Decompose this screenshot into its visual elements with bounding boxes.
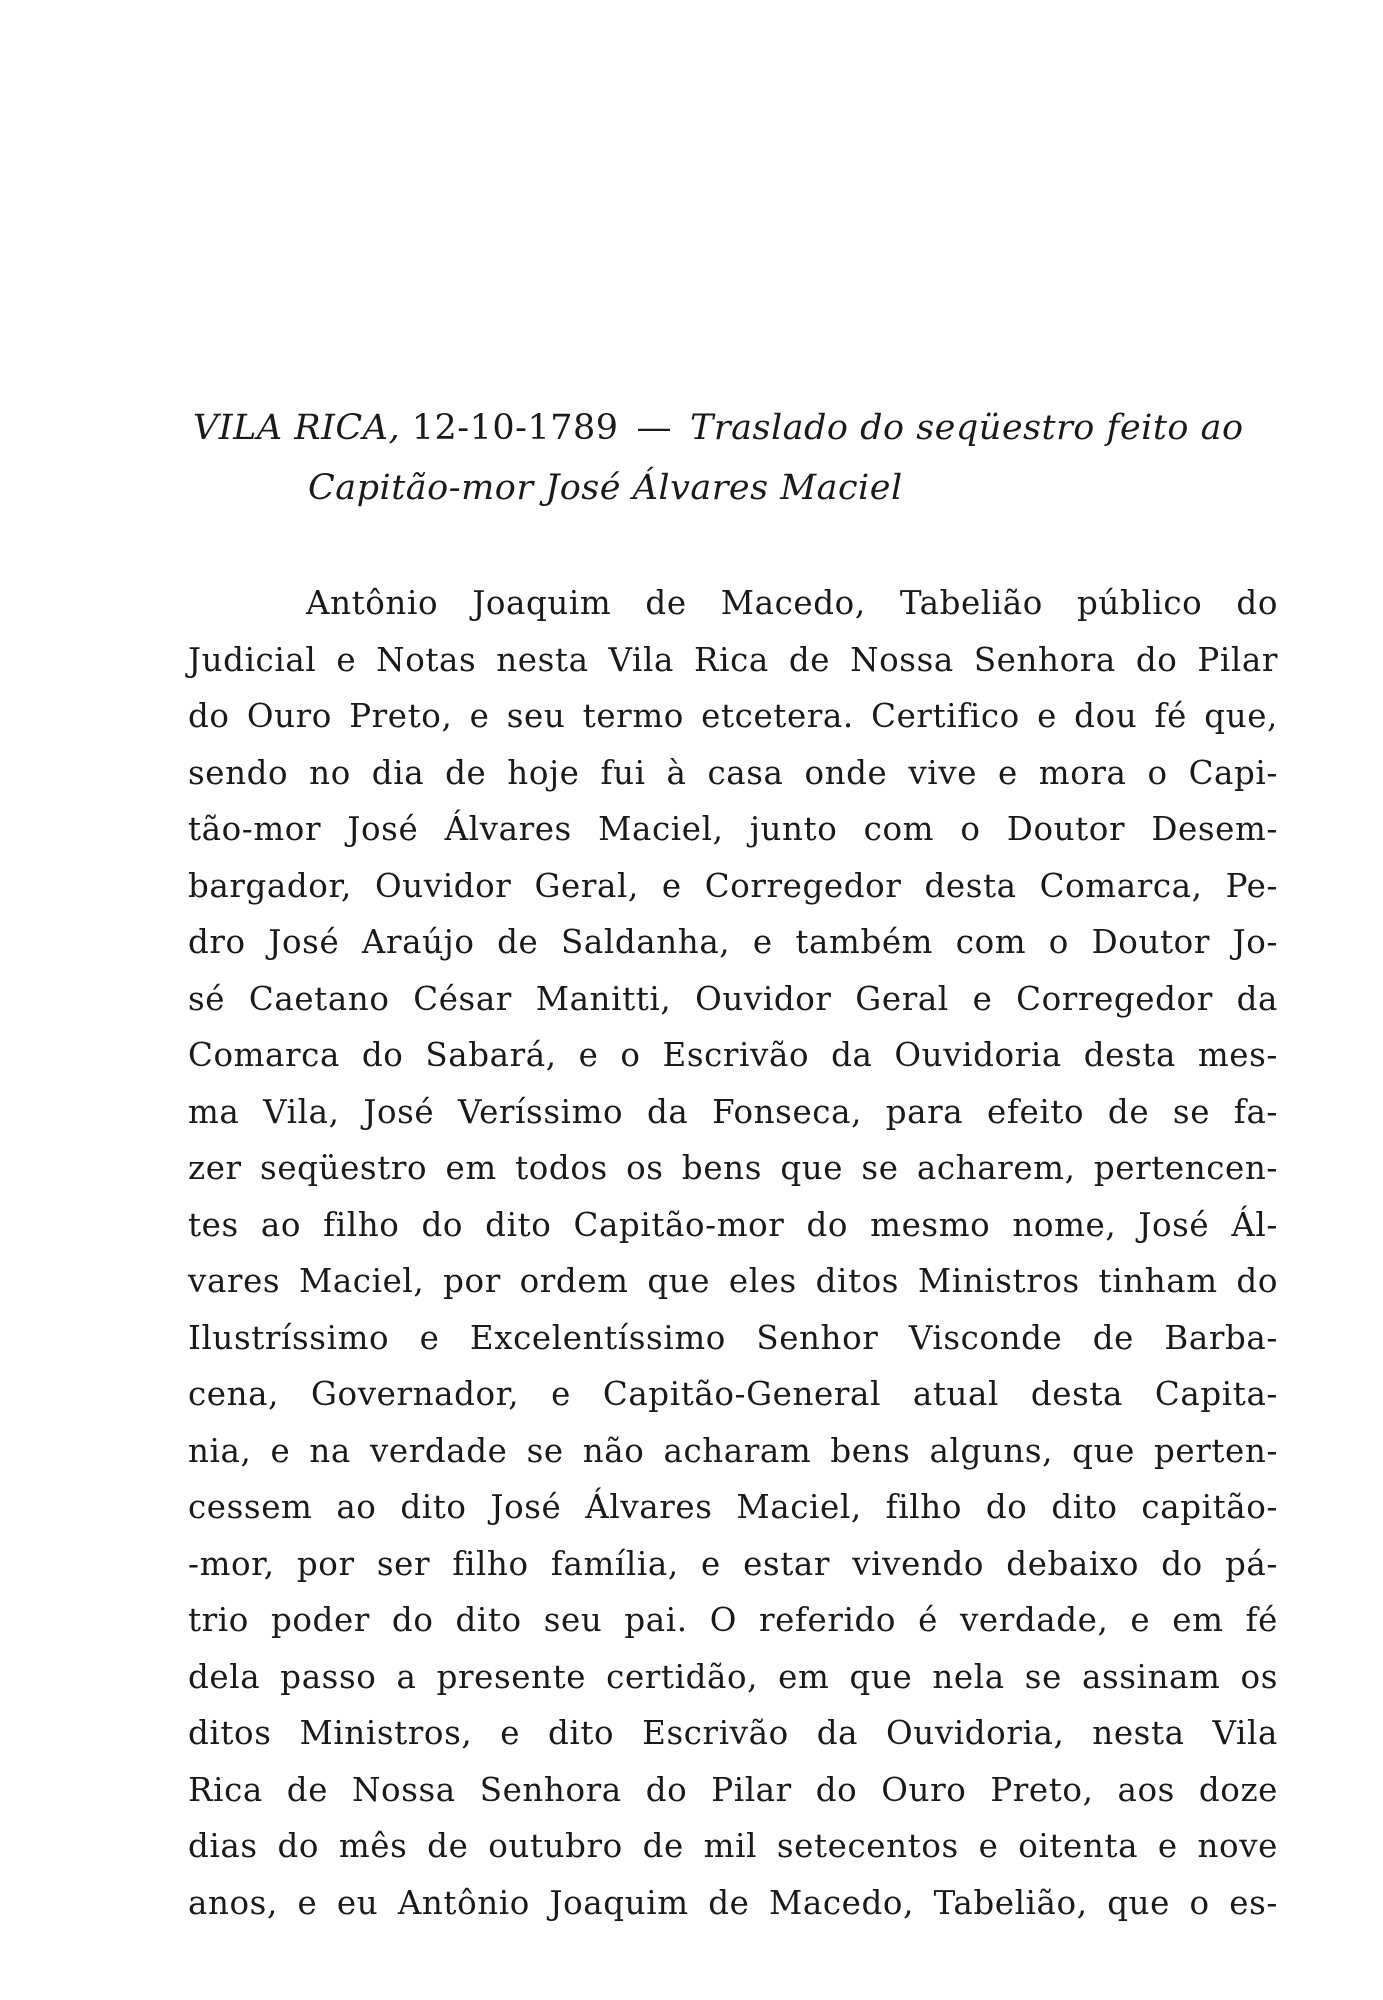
body-line: sé Caetano César Manitti, Ouvidor Geral e Corregedor da: [188, 979, 1278, 1018]
heading-title-line2: Capitão-mor José Álvares Maciel: [308, 468, 903, 508]
body-line: Comarca do Sabará, e o Escrivão da Ouvidoria desta mes-: [188, 1036, 1278, 1074]
body-line: Ilustríssimo e Excelentíssimo Senhor Visconde de Barba-: [188, 1318, 1278, 1357]
body-line: ma Vila, José Veríssimo da Fonseca, para efeito de se fa-: [188, 1092, 1278, 1131]
body-line: zer seqüestro em todos os bens que se acharem, pertencen-: [188, 1149, 1278, 1187]
body-line: dela passo a presente certidão, em que nela se assinam os: [188, 1657, 1278, 1696]
heading-title-line1: Traslado do seqüestro feito ao: [690, 408, 1244, 448]
body-line: tes ao filho do dito Capitão-mor do mesmo nome, José Ál-: [188, 1205, 1278, 1244]
body-line: dro José Araújo de Saldanha, e também com o Doutor Jo-: [188, 923, 1278, 961]
body-line: cessem ao dito José Álvares Maciel, filho do dito capitão-: [188, 1488, 1278, 1526]
body-line: -mor, por ser filho família, e estar vivendo debaixo do pá-: [188, 1544, 1278, 1583]
heading-place: VILA RICA,: [193, 408, 401, 448]
document-body: [188, 575, 1278, 1931]
document-heading: [193, 398, 1278, 518]
body-line: vares Maciel, por ordem que eles ditos Ministros tinham do: [188, 1262, 1278, 1300]
body-line: tão-mor José Álvares Maciel, junto com o Doutor Desem-: [188, 810, 1278, 848]
body-line: sendo no dia de hoje fui à casa onde vive e mora o Capi-: [188, 753, 1278, 792]
heading-dash: —: [636, 408, 673, 448]
body-line: nia, e na verdade se não acharam bens alguns, que perten-: [188, 1431, 1278, 1470]
body-line: Rica de Nossa Senhora do Pilar do Ouro Preto, aos doze: [188, 1770, 1278, 1809]
body-line: anos, e eu Antônio Joaquim de Macedo, Tabelião, que o es-: [188, 1883, 1278, 1922]
body-line: bargador, Ouvidor Geral, e Corregedor desta Comarca, Pe-: [188, 866, 1278, 905]
body-line: cena, Governador, e Capitão-General atual desta Capita-: [188, 1375, 1278, 1413]
body-line: Antônio Joaquim de Macedo, Tabelião público do: [306, 584, 1278, 622]
body-line: trio poder do dito seu pai. O referido é verdade, e em fé: [188, 1601, 1278, 1639]
body-line: do Ouro Preto, e seu termo etcetera. Certifico e dou fé que,: [188, 697, 1278, 735]
heading-line-1: [193, 398, 1278, 458]
heading-date: 12-10-1789: [411, 408, 619, 448]
body-line: Judicial e Notas nesta Vila Rica de Nossa Senhora do Pilar: [188, 640, 1278, 679]
body-line: ditos Ministros, e dito Escrivão da Ouvidoria, nesta Vila: [188, 1714, 1278, 1752]
body-line: dias do mês de outubro de mil setecentos e oitenta e nove: [188, 1827, 1278, 1865]
